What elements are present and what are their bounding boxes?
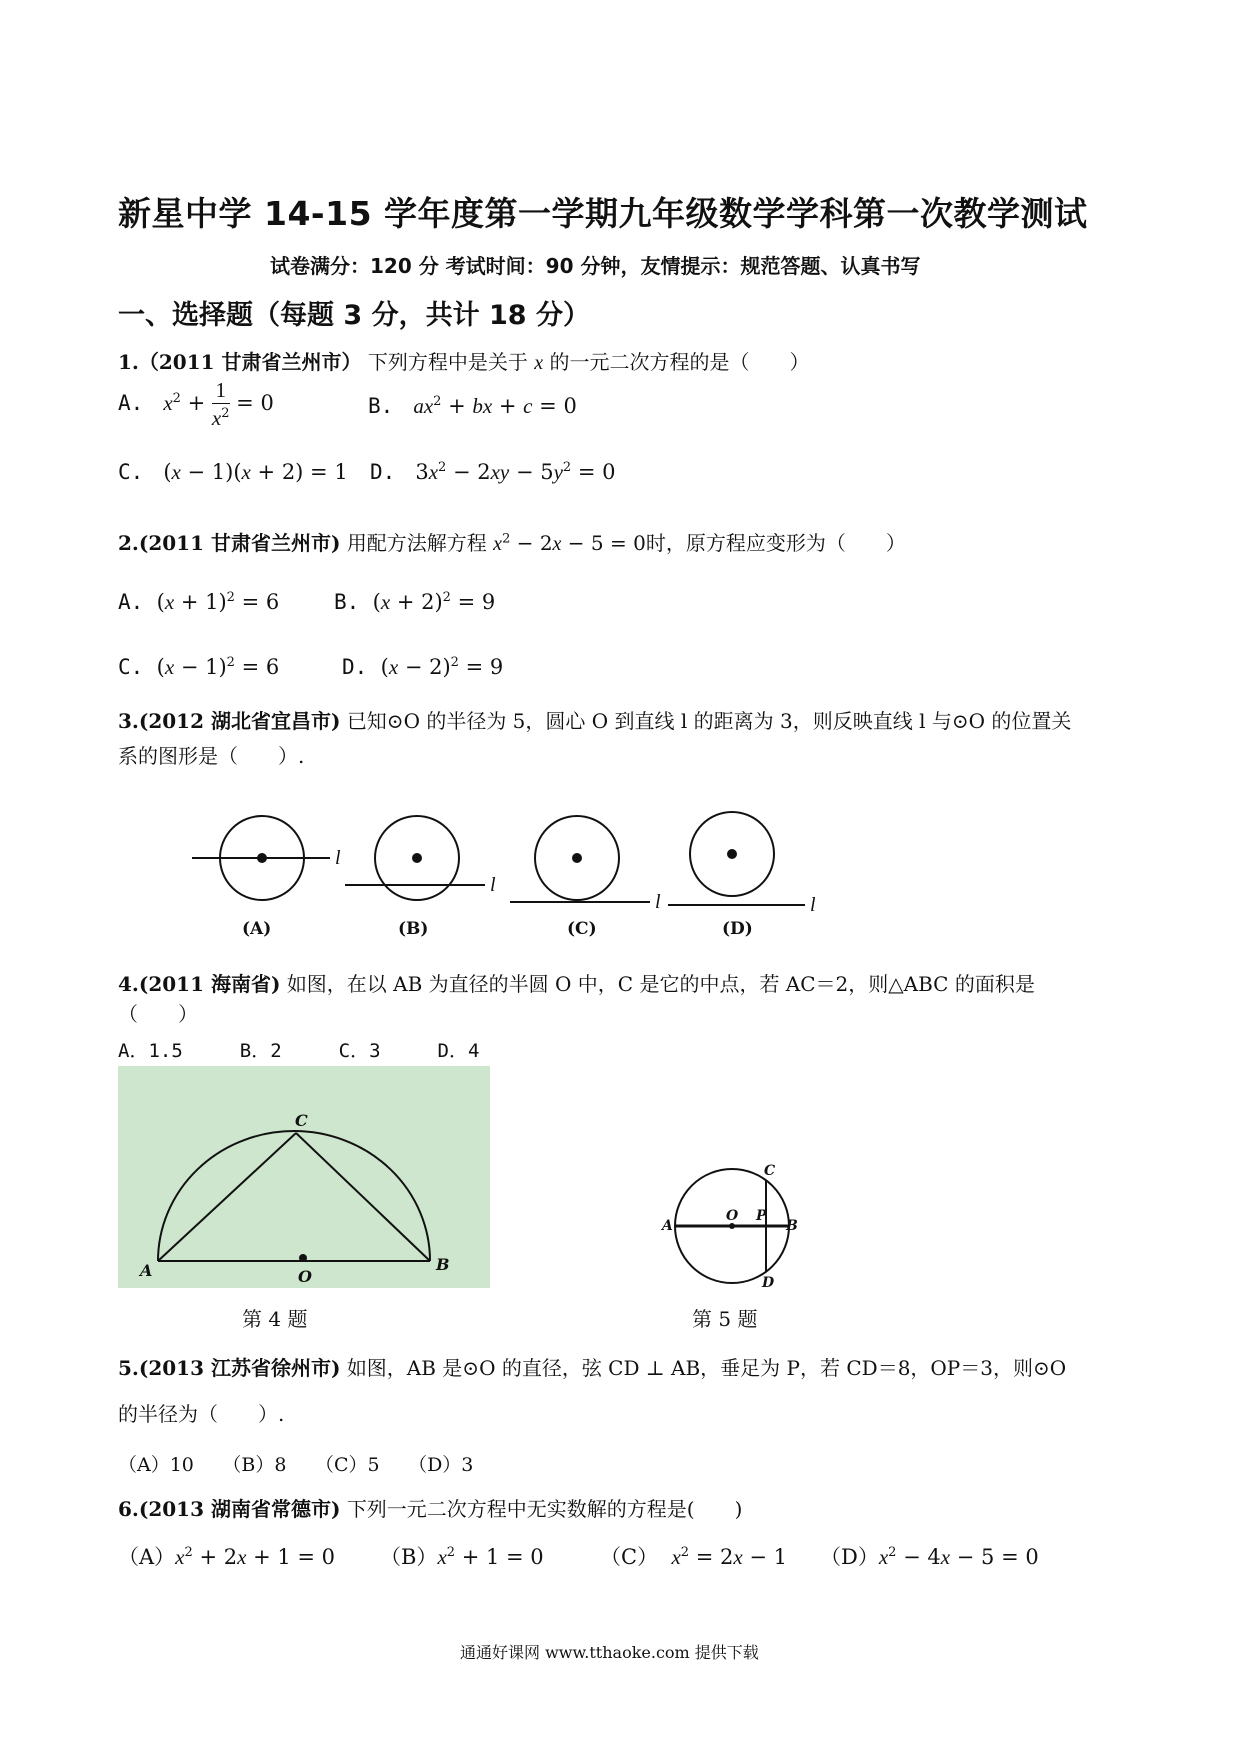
question-6-option-b: $(B)x^2 + 1 = 0$ [380, 1545, 544, 1569]
question-4-caption: 第 4 题 [242, 1307, 308, 1331]
q4-center-point [299, 1254, 307, 1262]
question-5-stem-line2: 的半径为（ ）. [118, 1402, 285, 1426]
footer-text: 通通好课网 www.tthaoke.com 提供下载 [460, 1643, 759, 1662]
document-title: 新星中学 14-15 学年度第一学期九年级数学学科第一次教学测试 [118, 194, 1088, 233]
question-1-stem: 1.（2011 甘肃省兰州市） 下列方程中是关于 x 的一元二次方程的是（ ） [118, 350, 810, 374]
q3-line-label-b: l [490, 874, 496, 896]
q3-line-label-d: l [810, 894, 816, 916]
question-3-stem-line2: 系的图形是（ ）. [118, 744, 305, 768]
question-4-stem: 4.(2011 海南省) 如图，在以 AB 为直径的半圆 O 中，C 是它的中点，若 AC＝2，则△ABC 的面积是 [118, 972, 1035, 996]
q3-figure-label-c: (C) [567, 919, 597, 939]
question-5-caption: 第 5 题 [692, 1307, 758, 1331]
question-6-option-a: $(A)x^2 + 2x + 1 = 0$ [118, 1545, 336, 1569]
q4-label-c: C [295, 1111, 308, 1130]
question-5-figure [660, 1160, 800, 1290]
question-3-figures [180, 800, 830, 950]
question-2-stem: 2.(2011 甘肃省兰州市) 用配方法解方程 $x^2 - 2x - 5 = 0$时，原方程应变形为（ ） [118, 531, 906, 555]
section-heading: 一、选择题（每题 3 分，共计 18 分） [118, 300, 590, 331]
question-5-options: （A）10 （B）8 （C）5 （D）3 [118, 1454, 474, 1476]
q3-figure-label-b: (B) [398, 919, 429, 939]
q3-figure-label-a: (A) [242, 919, 272, 939]
question-4-figure [118, 1066, 490, 1288]
question-5-stem-line1: 5.(2013 江苏省徐州市) 如图，AB 是⊙O 的直径，弦 CD ⊥ AB，垂足为 P，若 CD＝8，OP＝3，则⊙O [118, 1356, 1067, 1380]
question-2-option-a: A. $(x + 1)^2 = 6$ [118, 590, 280, 614]
q5-label-c: C [764, 1163, 776, 1179]
question-4-options: A．1.5 B．2 C．3 D．4 [118, 1040, 480, 1062]
question-2-option-c: C. $(x - 1)^2 = 6$ [118, 655, 280, 679]
question-3-stem-line1: 3.(2012 湖北省宜昌市) 已知⊙O 的半径为 5，圆心 O 到直线 l 的距离为 3，则反映直线 l 与⊙O 的位置关 [118, 709, 1072, 733]
question-1-option-b: B. $ax^2$ + bx + c = 0 [368, 394, 577, 418]
question-4-paren: （ ） [118, 1002, 198, 1026]
question-2-option-b: B. $(x + 2)^2 = 9$ [334, 590, 496, 614]
question-6-option-c: （C） $x^2 = 2x - 1$ [600, 1545, 787, 1569]
q5-label-o: O [726, 1208, 739, 1224]
document-subtitle: 试卷满分：120 分 考试时间：90 分钟，友情提示：规范答题、认真书写 [270, 254, 921, 278]
question-2-option-d: D. $(x - 2)^2 = 9$ [342, 655, 504, 679]
question-1-option-d: D. $3x^2 - 2xy - 5y^2 = 0$ [370, 460, 616, 484]
q5-label-d: D [762, 1275, 775, 1290]
q5-label-a: A [662, 1218, 673, 1234]
question-6-stem: 6.(2013 湖南省常德市) 下列一元二次方程中无实数解的方程是( ) [118, 1497, 743, 1521]
q3-figure-label-d: (D) [722, 919, 753, 939]
q4-label-o: O [298, 1267, 312, 1286]
question-6-option-d: $(D)x^2 - 4x - 5 = 0$ [820, 1545, 1039, 1569]
q3-line-label-c: l [655, 891, 661, 913]
question-1-option-c: C. (x − 1)(x + 2) = 1 [118, 460, 348, 484]
q4-label-b: B [436, 1255, 450, 1274]
q5-label-b: B [786, 1218, 798, 1234]
q4-label-a: A [140, 1261, 153, 1280]
q5-label-p: P [756, 1208, 767, 1224]
q3-line-label-a: l [335, 847, 341, 869]
question-1-option-a: A. $x^2$ + $\frac{1}{x^2}$ = 0 [118, 378, 274, 430]
